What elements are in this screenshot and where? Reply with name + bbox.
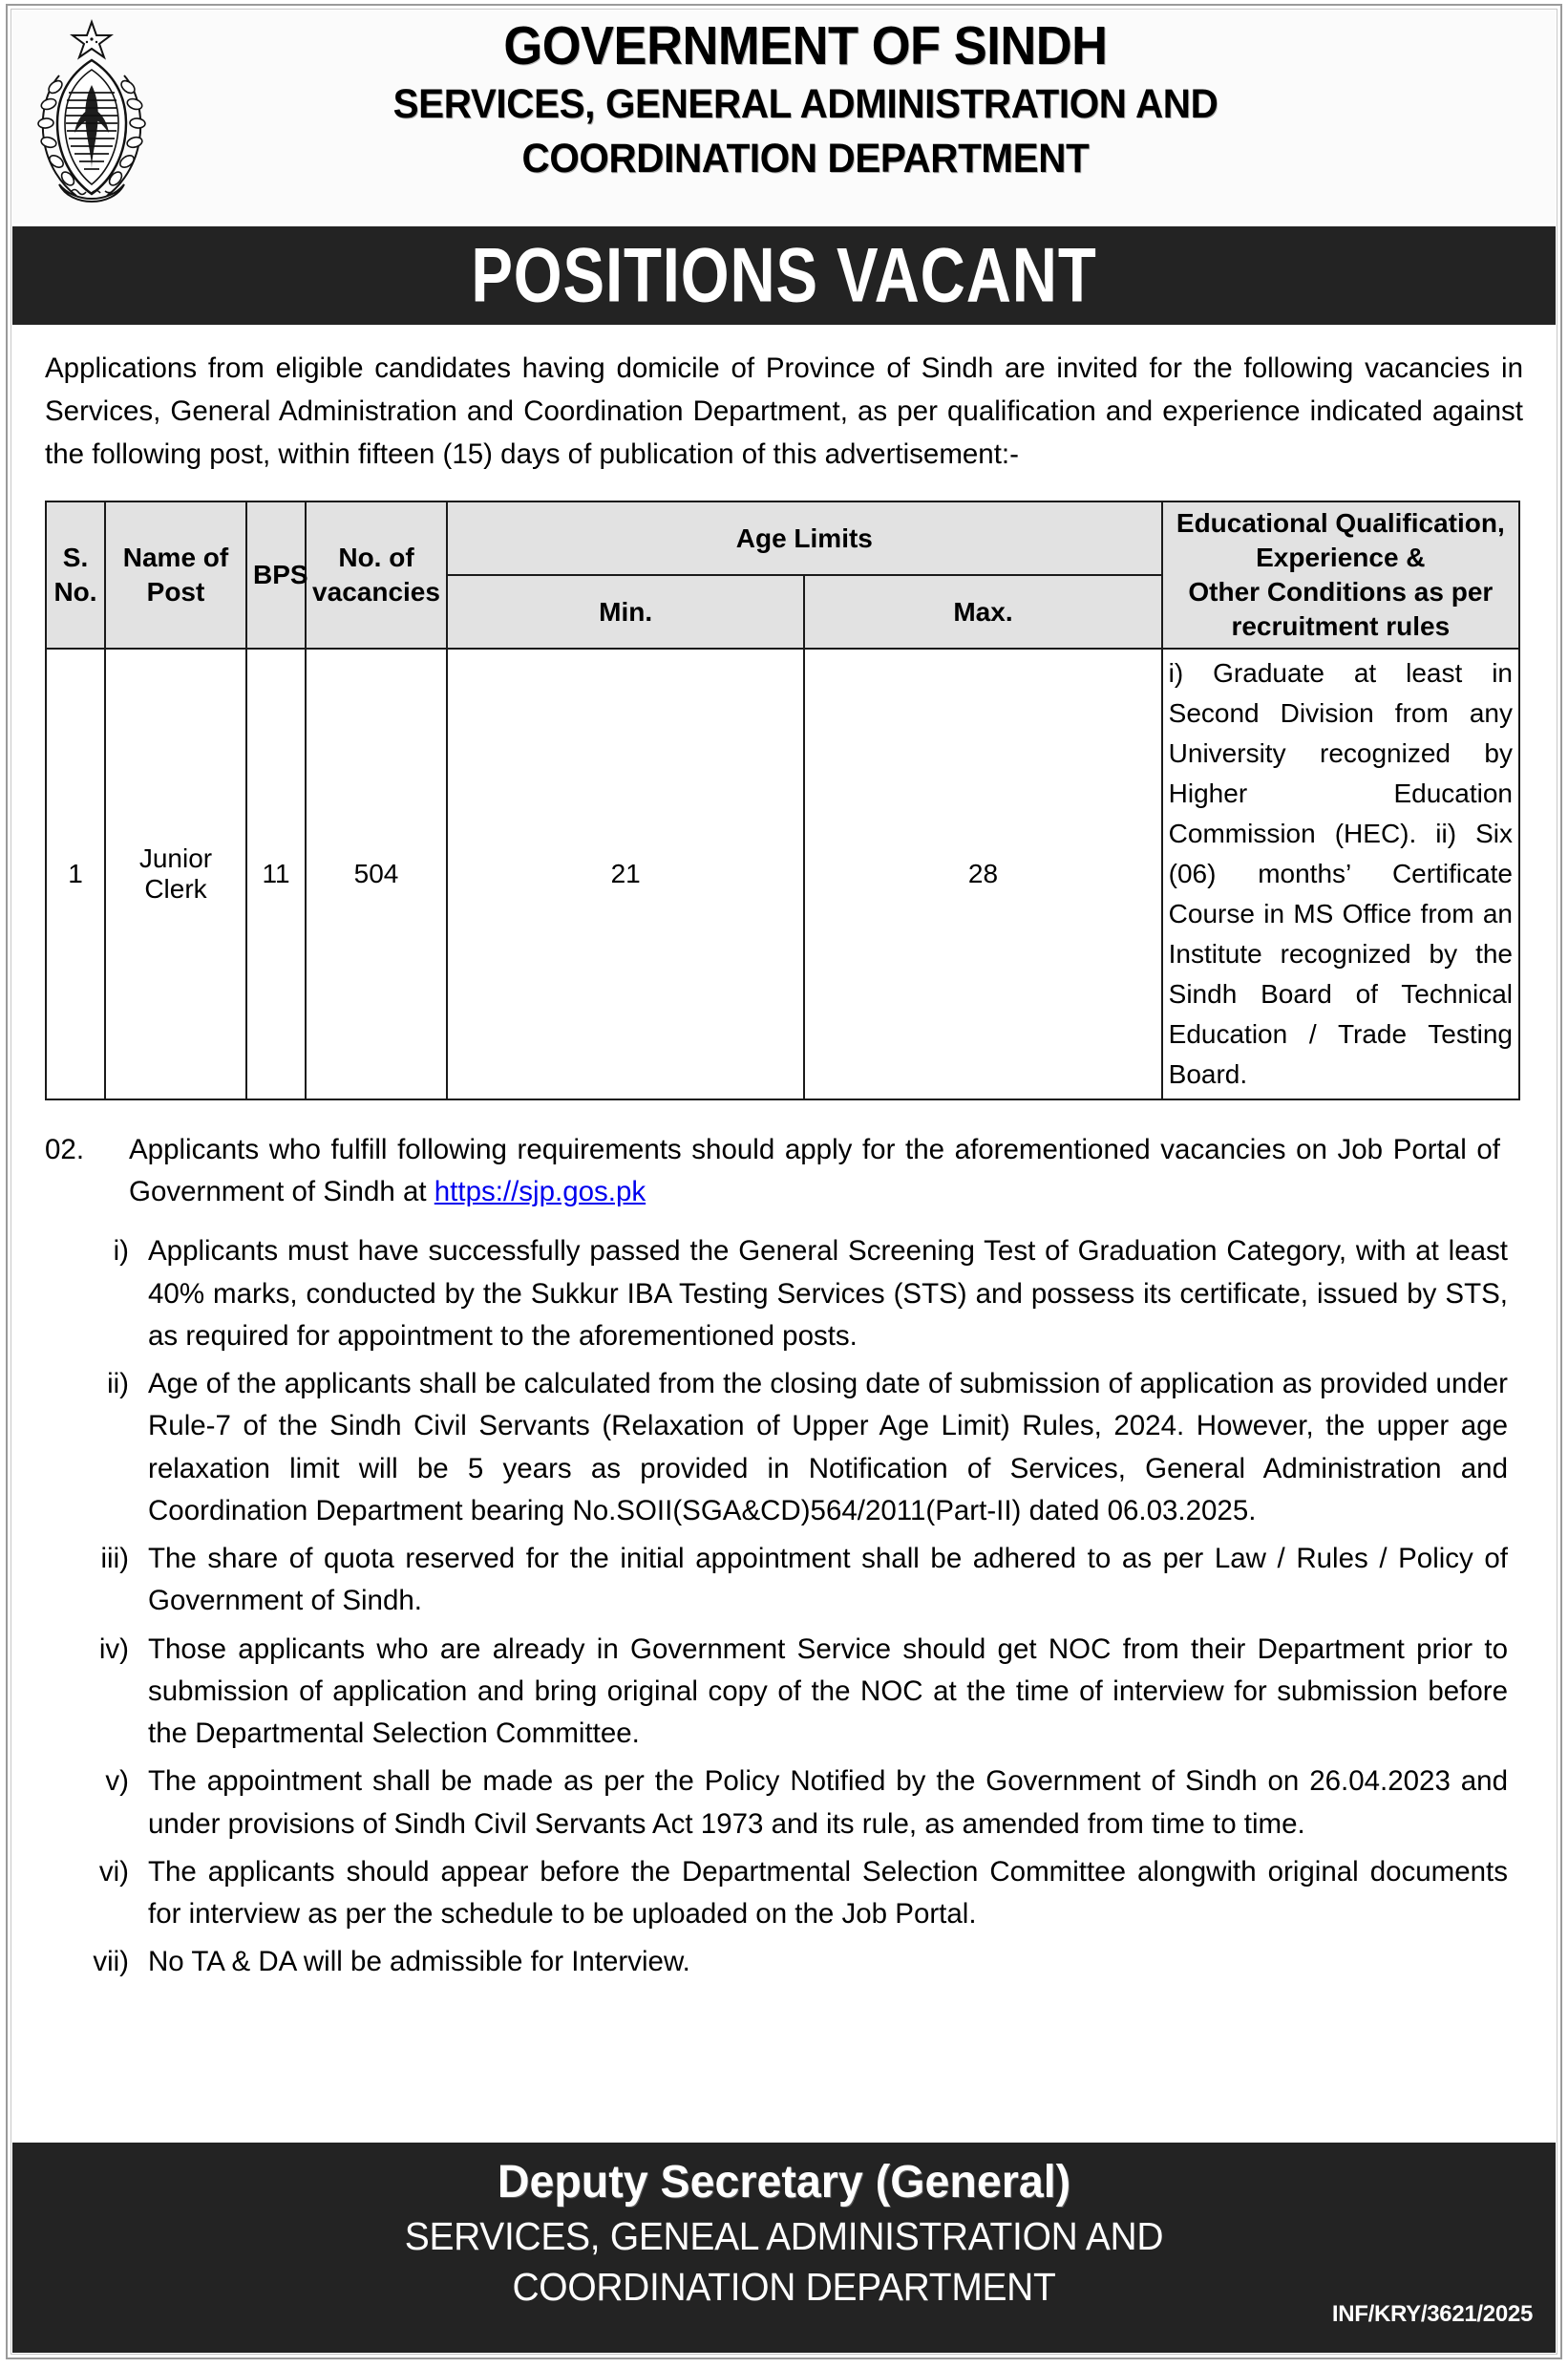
list-item-text: The appointment shall be made as per the Policy Notified by the Government of Sindh on 26.04.2023 and under provisions of Sindh Civil Servants Act 1973 and its rule, as amended from time to time. — [148, 1765, 1508, 1840]
col-header-age-min: Min. — [447, 575, 804, 649]
post-header-line1: Name of — [122, 543, 229, 573]
cell-bps: 11 — [246, 649, 306, 1099]
masthead — [12, 11, 1556, 224]
positions-vacant-banner — [12, 226, 1556, 325]
col-header-age-limits: Age Limits — [447, 501, 1162, 575]
inf-reference-number: INF/KRY/3621/2025 — [1331, 2301, 1533, 2327]
government-of-sindh-emblem-icon — [12, 11, 170, 217]
banner-title: POSITIONS VACANT — [471, 232, 1097, 319]
list-item — [89, 1851, 1523, 1936]
masthead-text-block — [170, 11, 1556, 182]
list-item — [89, 1230, 1523, 1357]
government-title: GOVERNMENT OF SINDH — [503, 15, 1108, 76]
list-item-text: The share of quota reserved for the initial appointment shall be adhered to as per Law / Rules / Policy of Government of Sindh. — [148, 1543, 1508, 1617]
col-header-age-max: Max. — [804, 575, 1161, 649]
vacancy-table — [45, 501, 1520, 1099]
intro-paragraph: Applications from eligible candidates having domicile of Province of Sindh are invited for the following vacancies in Services, General Administration and Coordination Department, as per qualification and experience indicated against the following post, within fifteen (15) days of publication of this advertisement:- — [45, 352, 1523, 470]
footer-department-line2: COORDINATION DEPARTMENT — [512, 2265, 1056, 2309]
list-item-marker: iv) — [98, 1632, 129, 1665]
table-header-row — [46, 501, 1519, 575]
requirements-list — [45, 1230, 1523, 1983]
department-title-line1: SERVICES, GENERAL ADMINISTRATION AND — [392, 80, 1218, 127]
cell-age-max: 28 — [804, 649, 1161, 1099]
footer-department-line1: SERVICES, GENEAL ADMINISTRATION AND — [404, 2214, 1164, 2258]
qualification-header-line1: Educational Qualification, Experience & — [1176, 508, 1505, 573]
document-body — [12, 325, 1556, 2135]
col-header-vacancies — [306, 501, 447, 648]
col-header-name-of-post — [105, 501, 246, 648]
col-header-bps: BPS — [246, 501, 306, 648]
clause-02-number: 02. — [45, 1133, 85, 1165]
cell-age-min: 21 — [447, 649, 804, 1099]
list-item — [89, 1941, 1523, 1983]
signatory-title: Deputy Secretary (General) — [497, 2157, 1071, 2208]
list-item-marker: i) — [113, 1235, 129, 1268]
post-header-line2: Post — [146, 577, 205, 608]
department-title-line2: COORDINATION DEPARTMENT — [521, 135, 1090, 181]
list-item — [89, 1629, 1523, 1756]
vacancy-table-head — [46, 501, 1519, 648]
col-header-serial-number — [46, 501, 105, 648]
clause-02-text: Applicants who fulfill following requirements should apply for the aforementioned vacancies on Job Portal of Government of Sindh at — [129, 1133, 1500, 1208]
list-item-text: Those applicants who are already in Government Service should get NOC from their Department prior to submission of application and bring original copy of the NOC at the time of interview for submission before the Departmental Selection Committee. — [148, 1632, 1508, 1750]
list-item-text: Applicants must have successfully passed the General Screening Test of Graduation Category, with at least 40% marks, conducted by the Sukkur IBA Testing Services (STS) and possess its certificate, issued by STS, as required for appointment to the aforementioned posts. — [148, 1235, 1508, 1352]
clause-02-body — [129, 1129, 1523, 1214]
serial-header-line1: S. — [62, 543, 89, 573]
cell-name-of-post: Junior Clerk — [105, 649, 246, 1099]
vacancies-header-line1: No. of — [338, 543, 414, 573]
list-item-marker: iii) — [100, 1543, 129, 1575]
list-item — [89, 1760, 1523, 1845]
list-item-text: The applicants should appear before the Departmental Selection Committee alongwith original documents for interview as per the schedule to be uploaded on the Job Portal. — [148, 1855, 1508, 1931]
list-item — [89, 1363, 1523, 1532]
vacancy-table-body — [46, 649, 1519, 1099]
list-item-text: Age of the applicants shall be calculated from the closing date of submission of application as provided under Rule-7 of the Sindh Civil Servants (Relaxation of Upper Age Limit) Rules, 2024. However, the upper age relaxation limit will be 5 years as provided in Notification of Services, General Administration and Coordination Department bearing No.SOII(SGA&CD)564/2011(Part-II) dated 06.03.2025. — [148, 1368, 1508, 1526]
list-item-marker: vii) — [93, 1946, 129, 1978]
list-item-text: No TA & DA will be admissible for Interview. — [148, 1946, 690, 1978]
cell-qualification: i) Graduate at least in Second Division from any University recognized by Higher Education Commission (HEC). ii) Six (06) months’ Certificate Course in MS Office from an Institute recognized by the Sindh Board of Technical Education / Trade Testing Board. — [1162, 649, 1519, 1099]
table-row — [46, 649, 1519, 1099]
list-item-marker: v) — [105, 1765, 129, 1798]
list-item — [89, 1538, 1523, 1623]
signature-footer — [12, 2143, 1556, 2353]
cell-serial-number: 1 — [46, 649, 105, 1099]
vacancies-header-line2: vacancies — [312, 577, 440, 608]
list-item-marker: ii) — [107, 1368, 129, 1400]
clause-02 — [45, 1129, 1523, 1214]
col-header-qualification — [1162, 501, 1519, 648]
job-portal-link[interactable]: https://sjp.gos.pk — [434, 1176, 646, 1208]
qualification-header-line2: Other Conditions as per recruitment rules — [1188, 577, 1494, 641]
serial-header-line2: No. — [53, 577, 97, 608]
list-item-marker: vi) — [98, 1855, 129, 1888]
cell-vacancies: 504 — [306, 649, 447, 1099]
